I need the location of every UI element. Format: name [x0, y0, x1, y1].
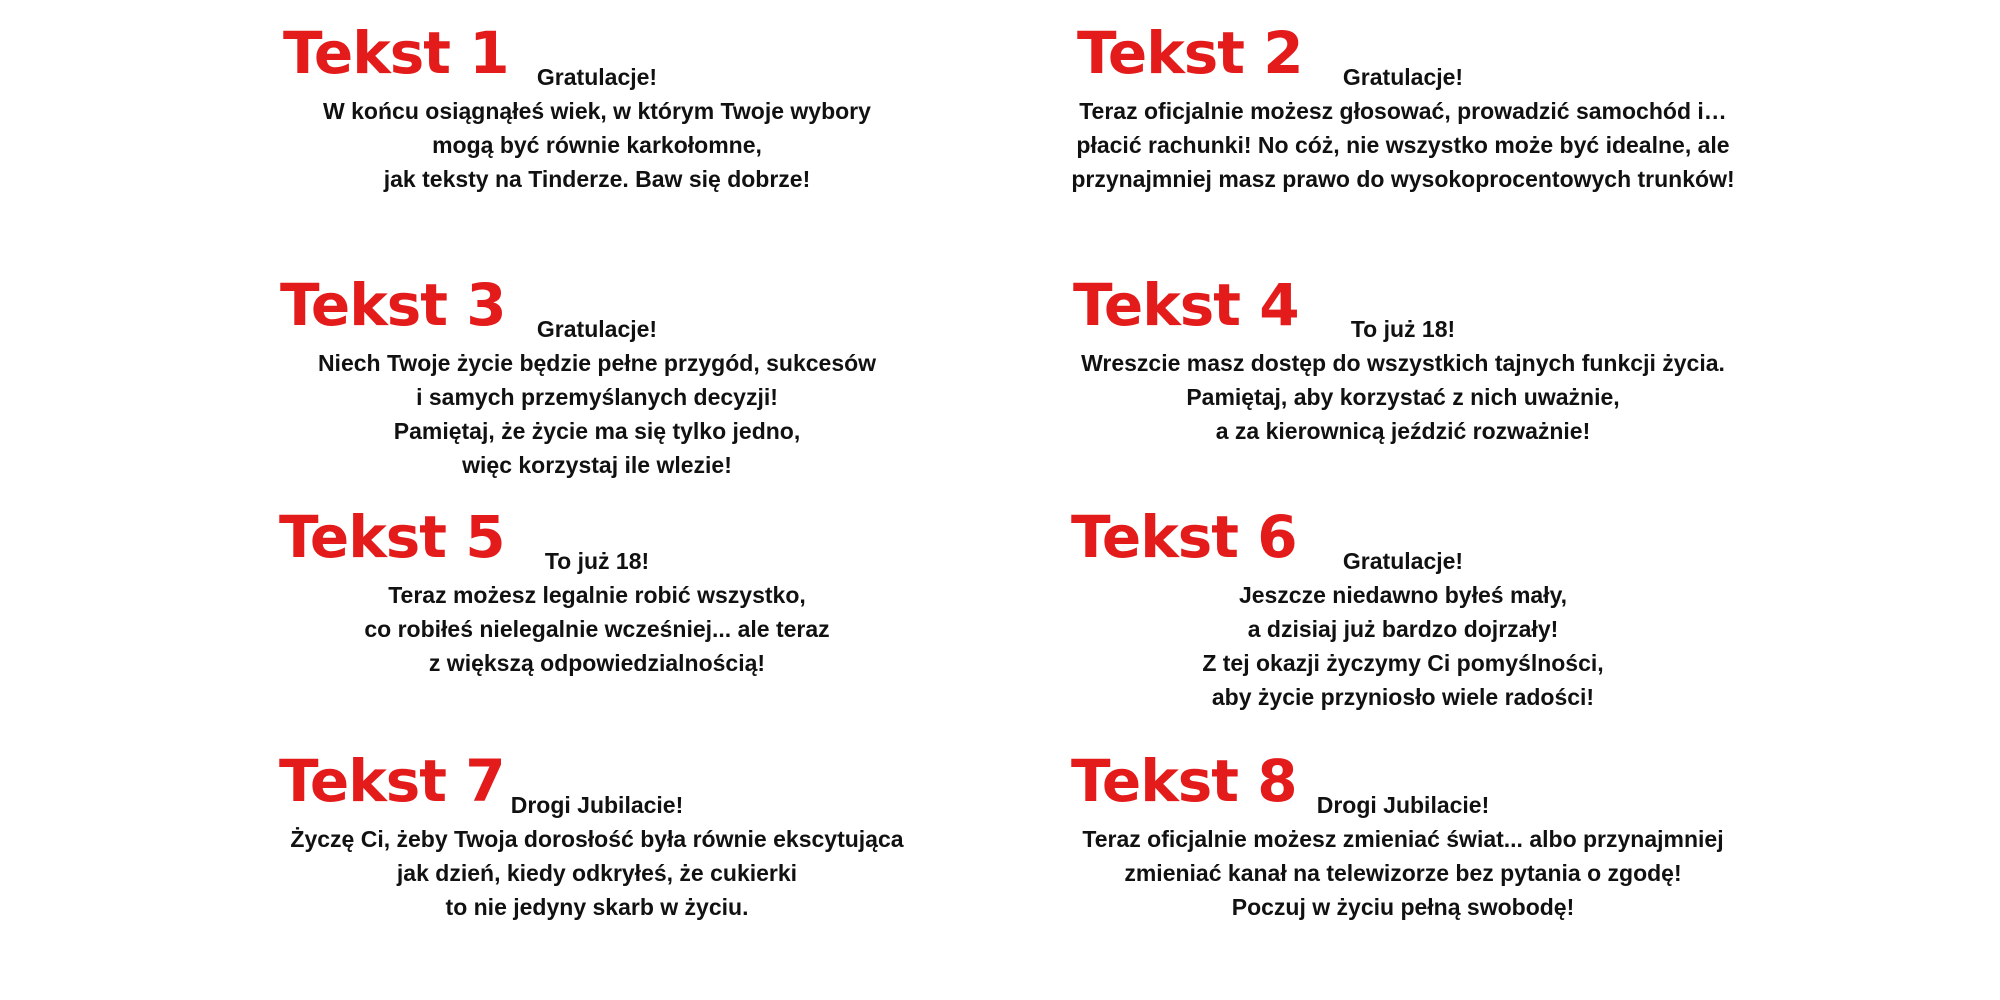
block-heading: Tekst 4: [1073, 271, 1299, 339]
block-heading: Tekst 6: [1071, 503, 1297, 571]
block-line: z większą odpowiedzialnością!: [428, 650, 766, 676]
block-greeting: Gratulacje!: [536, 64, 658, 90]
block-greeting: Drogi Jubilacie!: [510, 792, 684, 818]
block-greeting: Gratulacje!: [536, 316, 658, 342]
block-heading: Tekst 1: [283, 19, 509, 87]
block-line: Teraz możesz legalnie robić wszystko,: [388, 582, 806, 608]
block-line: mogą być równie karkołomne,: [432, 132, 762, 158]
block-line: a dzisiaj już bardzo dojrzały!: [1247, 616, 1559, 642]
block-line: Poczuj w życiu pełną swobodę!: [1231, 894, 1575, 920]
text-block-1: [217, 19, 977, 254]
block-line: Z tej okazji życzymy Ci pomyślności,: [1202, 650, 1604, 676]
block-line: Niech Twoje życie będzie pełne przygód, sukcesów: [317, 350, 877, 376]
block-line: płacić rachunki! No cóż, nie wszystko może być idealne, ale: [1076, 132, 1730, 158]
block-line: i samych przemyślanych decyzji!: [416, 384, 778, 410]
block-line: Pamiętaj, że życie ma się tylko jedno,: [393, 418, 801, 444]
block-greeting: Gratulacje!: [1342, 548, 1464, 574]
block-heading: Tekst 2: [1077, 19, 1303, 87]
block-line: to nie jedyny skarb w życiu.: [445, 894, 749, 920]
block-line: a za kierownicą jeździć rozważnie!: [1215, 418, 1591, 444]
block-line: aby życie przyniosło wiele radości!: [1211, 684, 1595, 710]
block-line: jak teksty na Tinderze. Baw się dobrze!: [383, 166, 811, 192]
block-greeting: Gratulacje!: [1342, 64, 1464, 90]
block-line: przynajmniej masz prawo do wysokoprocentowych trunków!: [1071, 166, 1735, 192]
block-line: Życzę Ci, żeby Twoja dorosłość była równie ekscytująca: [290, 826, 904, 852]
block-greeting: To już 18!: [1350, 316, 1456, 342]
text-block-6: [1023, 503, 1783, 738]
block-heading: Tekst 5: [279, 503, 505, 571]
block-line: Teraz oficjalnie możesz zmieniać świat... albo przynajmniej: [1082, 826, 1724, 852]
block-line: więc korzystaj ile wlezie!: [462, 452, 732, 478]
block-greeting: To już 18!: [544, 548, 650, 574]
block-greeting: Drogi Jubilacie!: [1316, 792, 1490, 818]
block-line: co robiłeś nielegalnie wcześniej... ale teraz: [364, 616, 830, 642]
text-block-5: [217, 503, 977, 738]
text-block-8: [1023, 747, 1783, 982]
block-line: Wreszcie masz dostęp do wszystkich tajnych funkcji życia.: [1081, 350, 1725, 376]
block-heading: Tekst 8: [1071, 747, 1297, 815]
block-heading: Tekst 7: [279, 747, 505, 815]
block-heading: Tekst 3: [280, 271, 506, 339]
block-line: jak dzień, kiedy odkryłeś, że cukierki: [396, 860, 798, 886]
block-line: zmieniać kanał na telewizorze bez pytania o zgodę!: [1124, 860, 1682, 886]
text-block-7: [217, 747, 977, 982]
text-block-3: [217, 271, 977, 506]
text-block-2: [1023, 19, 1783, 254]
text-block-4: [1023, 271, 1783, 506]
block-line: Teraz oficjalnie możesz głosować, prowadzić samochód i…: [1079, 98, 1727, 124]
block-line: Jeszcze niedawno byłeś mały,: [1238, 582, 1568, 608]
block-line: W końcu osiągnąłeś wiek, w którym Twoje wybory: [323, 98, 871, 124]
block-line: Pamiętaj, aby korzystać z nich uważnie,: [1186, 384, 1620, 410]
